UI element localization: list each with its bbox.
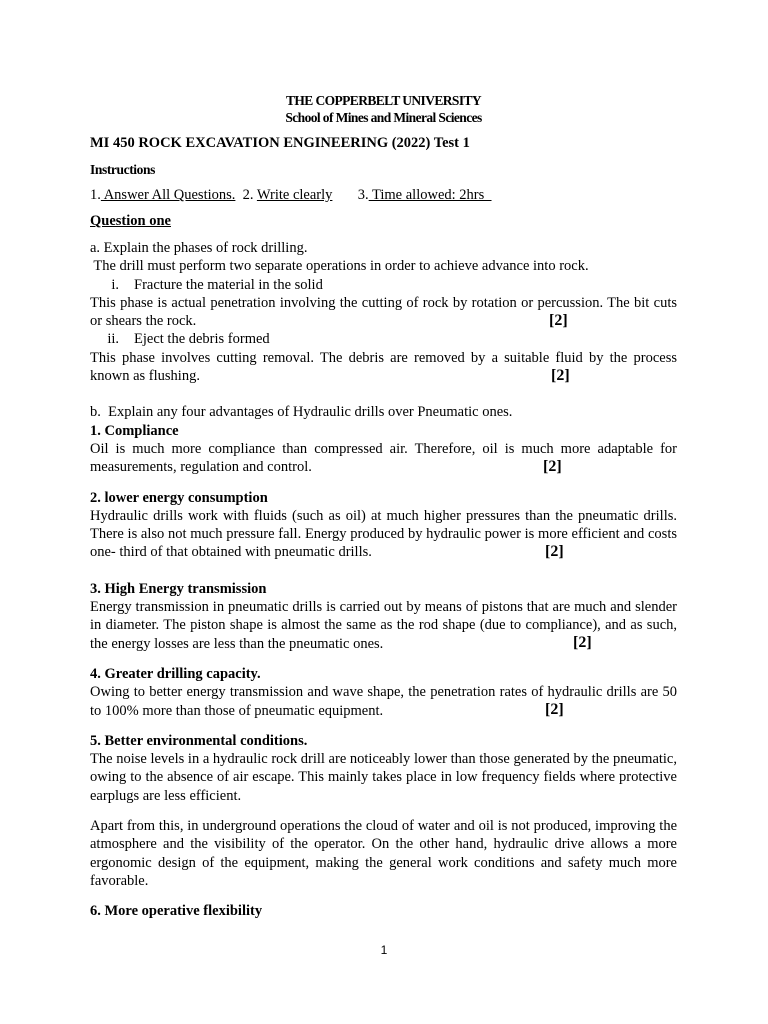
advantage-5-title: 5. Better environmental conditions. [90, 732, 308, 749]
advantage-2-body: Hydraulic drills work with fluids (such as oil) at much higher pressures than the pneumatic drills. There is also not much pressure fall. Energy produced by hydraulic power is more efficient and costs one- third of that obtained with pneumatic drills. [90, 507, 677, 561]
phase-2-title [90, 330, 677, 348]
advantage-6-title: 6. More operative flexibility [90, 903, 263, 920]
page-number: 1 [380, 943, 388, 957]
instruction-1-num: 1. [90, 187, 101, 203]
phase-1-body: This phase is actual penetration involving the cutting of rock by rotation or percussion. The bit cuts or shears the rock. [90, 294, 677, 330]
school-name: School of Mines and Mineral Sciences [285, 110, 482, 125]
advantage-5-body: The noise levels in a hydraulic rock drill are noticeably lower than those generated by the pneumatic, owing to the absence of air escape. This mainly takes place in low frequency fields where protective earplugs are less efficient. [90, 751, 677, 804]
phase-2-title-text: Eject the debris formed [134, 331, 270, 348]
phase-2-mark: [2] [551, 366, 570, 384]
advantage-4-title: 4. Greater drilling capacity. [90, 665, 261, 682]
advantage-3-mark: [2] [573, 634, 592, 652]
advantage-2-title: 2. lower energy consumption [90, 489, 268, 506]
university-name: THE COPPERBELT UNIVERSITY [285, 93, 482, 108]
document-page [90, 92, 677, 921]
instruction-3-text: Time allowed: 2hrs [368, 187, 492, 203]
instructions-heading: Instructions [90, 162, 155, 177]
advantage-1-body: Oil is much more compliance than compressed air. Therefore, oil is much more adaptable for measurements, regulation and control. [90, 440, 677, 476]
advantage-4-block [90, 683, 677, 720]
advantage-4-mark: [2] [545, 701, 564, 719]
advantage-2-block [90, 507, 677, 562]
advantage-2-mark: [2] [545, 542, 564, 560]
instruction-2-num: 2. [242, 187, 254, 203]
instruction-1-text: Answer All Questions. [100, 187, 236, 203]
advantage-4-body: Owing to better energy transmission and wave shape, the penetration rates of hydraulic drills are 50 to 100% more than those of pneumatic equipment. [90, 684, 677, 719]
part-b-question: b. Explain any four advantages of Hydraulic drills over Pneumatic ones. [90, 404, 513, 421]
phase-2-block [90, 349, 677, 386]
advantage-3-body: Energy transmission in pneumatic drills is carried out by means of pistons that are much and slender in diameter. The piston shape is almost the same as the rod shape (due to compliance), and as such, the energy losses are less than the pneumatic ones. [90, 599, 677, 652]
phase-1-title [90, 276, 677, 294]
instruction-2-text: Write clearly [256, 187, 333, 203]
phase-1-title-text: Fracture the material in the solid [134, 276, 323, 293]
phase-2-num: ii. [107, 331, 119, 348]
phase-1-num: i. [111, 276, 119, 293]
advantage-3-block [90, 598, 677, 653]
advantage-1-block [90, 440, 677, 477]
advantage-1-title: 1. Compliance [90, 422, 179, 439]
part-a-question: a. Explain the phases of rock drilling. [90, 240, 308, 256]
advantage-1-mark: [2] [543, 457, 562, 475]
phase-1-block [90, 294, 677, 331]
instruction-3-num: 3. [357, 187, 369, 203]
phase-1-mark: [2] [549, 311, 568, 329]
advantage-5-body-2: Apart from this, in underground operations the cloud of water and oil is not produced, improving the atmosphere and the visibility of the operator. On the other hand, hydraulic drive allows a more ergonomic design of the equipment, making the general work conditions and safety much more favorable. [90, 818, 677, 889]
advantage-3-title: 3. High Energy transmission [90, 580, 267, 597]
question-one-heading: Question one [90, 213, 171, 229]
instructions-list [90, 187, 677, 204]
phase-2-body: This phase involves cutting removal. The debris are removed by a suitable fluid by the process known as flushing. [90, 349, 677, 385]
course-title: MI 450 ROCK EXCAVATION ENGINEERING (2022) Test 1 [90, 135, 470, 151]
part-a-intro: The drill must perform two separate operations in order to achieve advance into rock. [90, 258, 589, 275]
